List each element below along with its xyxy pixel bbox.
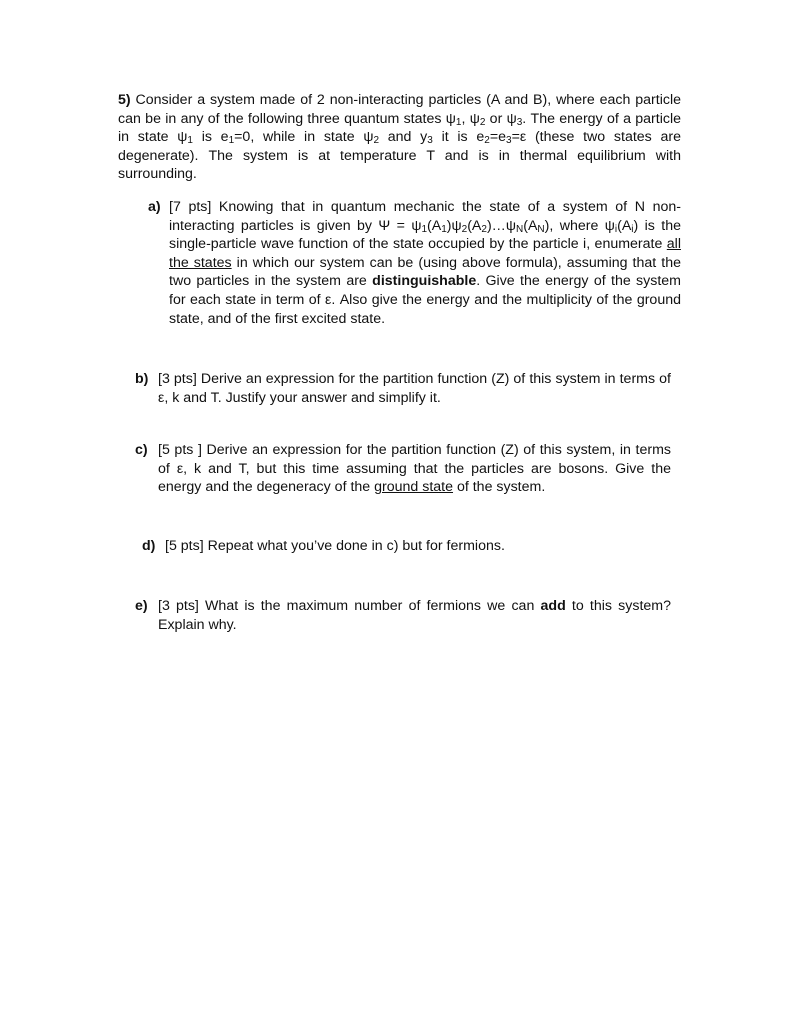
bold-distinguishable: distinguishable — [372, 273, 477, 290]
part-c-text: [5 pts ] Derive an expression for the partition function (Z) of this system, in terms of ε, k and T, but this time assuming that the particles are bosons. Give the energy and the degeneracy of the ground state of the system. — [158, 442, 671, 496]
part-c-label: c) — [135, 442, 148, 458]
problem-statement: 5) Consider a system made of 2 non-interacting particles (A and B), where each particle can be in any of the following three quantum states $\psi_1$, $\psi_2$ or $\psi_3$. The energy of a particle in state $\psi_1$ is $e_1=0$, while in state $\psi_2$ and $y_3$ it is $e_2=e_3=\varepsilon$ (these two states are degenerate). The system is at temperature T and is in thermal equilibrium with surrounding. — [118, 92, 682, 183]
part-e — [135, 597, 671, 634]
bold-add: add — [540, 598, 566, 614]
part-a-text: [7 pts] Knowing that in quantum mechanic the state of a system of N non-interacting particles is given by $\Psi = \psi_1(A_1)\psi_2(A_2)\dots\psi_N(A_N)$, where $\psi_i(A_i)$ is the single-particle wave function of the state occupied by the particle i, enumerate all the states in which our system can be (using above formula), assuming that the two particles in the system are distinguishable. Give the energy of the system for each state in term of ε. Also give the energy and the multiplicity of the ground state, and of the first excited state. — [169, 199, 681, 327]
problem-number: 5) — [118, 92, 131, 108]
part-e-label: e) — [135, 598, 148, 614]
part-a — [148, 198, 681, 328]
part-b — [135, 370, 671, 407]
part-d-label: d) — [142, 538, 156, 554]
part-b-label: b) — [135, 371, 149, 387]
part-e-text: [3 pts] What is the maximum number of fermions we can add to this system? Explain why. — [158, 598, 671, 633]
underlined-all-the-states: all the states — [169, 236, 681, 271]
part-a-label: a) — [148, 199, 161, 215]
part-d-text: [5 pts] Repeat what you’ve done in c) but for fermions. — [165, 538, 505, 554]
part-d — [142, 537, 672, 556]
part-c — [135, 441, 671, 497]
part-b-text: [3 pts] Derive an expression for the partition function (Z) of this system in terms of ε, k and T. Justify your answer and simplify it. — [158, 371, 671, 406]
underlined-ground-state: ground state — [374, 479, 454, 496]
